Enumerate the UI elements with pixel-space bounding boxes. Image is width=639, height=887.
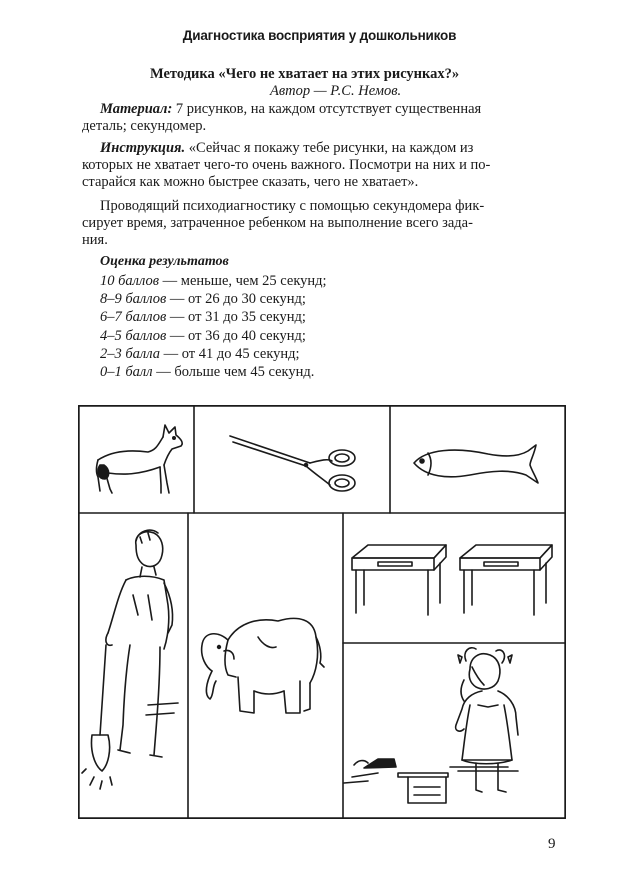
- girl-telephone-drawing: [344, 648, 518, 803]
- score-item: 8–9 баллов — от 26 до 30 секунд;: [100, 291, 306, 308]
- procedure-line-1: Проводящий психодиагностику с помощью секундомера фик-: [100, 198, 485, 214]
- tables-drawing: [352, 545, 552, 615]
- results-title: Оценка результатов: [100, 254, 229, 269]
- scissors-drawing: [230, 436, 355, 491]
- score-item: 4–5 баллов — от 36 до 40 секунд;: [100, 327, 306, 344]
- score-item: 0–1 балл — больше чем 45 секунд.: [100, 364, 315, 381]
- elephant-drawing: [202, 618, 324, 713]
- instruction-label: Инструкция.: [100, 140, 186, 156]
- score-list: [100, 272, 327, 381]
- procedure-paragraph: [82, 198, 562, 249]
- page-header: Диагностика восприятия у дошкольников: [182, 28, 457, 43]
- material-paragraph: [82, 101, 562, 135]
- instruction-line-2: которых не хватает чего-то очень важного. Посмотри на них и по-: [82, 157, 491, 173]
- material-line-2: деталь; секундомер.: [82, 118, 207, 134]
- boy-with-shovel-drawing: [82, 530, 178, 789]
- score-item: 10 баллов — меньше, чем 25 секунд;: [100, 273, 327, 289]
- method-author: Автор — Р.С. Немов.: [270, 83, 402, 99]
- fish-drawing: [414, 445, 538, 483]
- material-label: Материал:: [100, 101, 173, 117]
- procedure-line-3: ния.: [82, 232, 108, 248]
- score-item: 6–7 баллов — от 31 до 35 секунд;: [100, 309, 306, 326]
- instruction-line-3: старайся как можно быстрее сказать, чего не хватает».: [82, 174, 419, 190]
- material-line-1: 7 рисунков, на каждом отсутствует существенная: [172, 101, 482, 117]
- dog-drawing: [97, 425, 183, 493]
- instruction-paragraph: [82, 140, 562, 191]
- procedure-line-2: сирует время, затраченное ребенком на выполнение всего зада-: [82, 215, 473, 231]
- instruction-line-1: «Сейчас я покажу тебе рисунки, на каждом из: [185, 140, 474, 156]
- score-item: 2–3 балла — от 41 до 45 секунд;: [100, 345, 300, 362]
- drawings-figure: [78, 405, 566, 819]
- method-title: Методика «Чего не хватает на этих рисунках?»: [150, 66, 460, 82]
- page-number: 9: [548, 836, 556, 852]
